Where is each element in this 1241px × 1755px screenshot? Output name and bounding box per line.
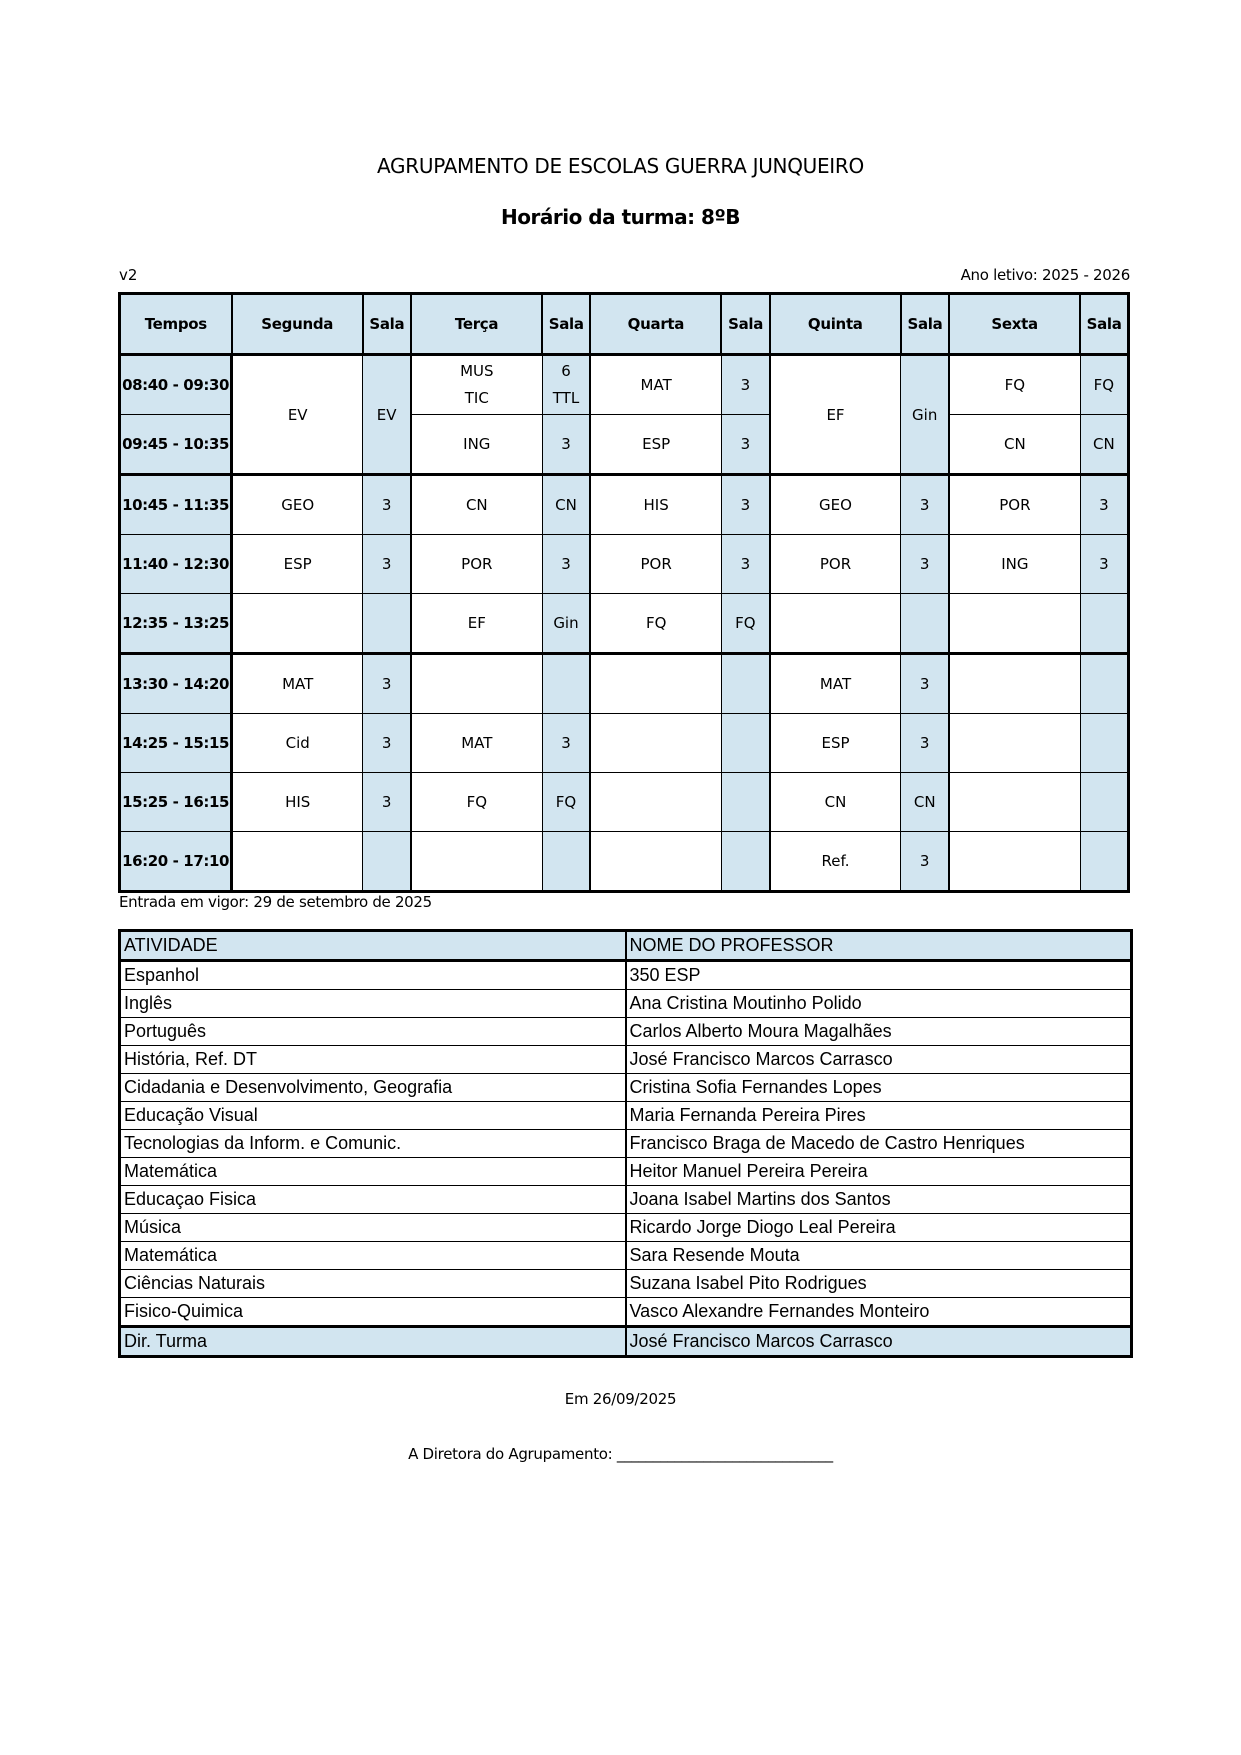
subject-cell: Cid (232, 714, 363, 773)
subject-line: TIC (464, 389, 489, 407)
schedule-header-row (120, 294, 1129, 355)
subject-line: MUS (460, 362, 494, 380)
col-header-quinta: Quinta (770, 294, 901, 355)
teacher-row (120, 1018, 1132, 1046)
room-cell: 3 (901, 832, 949, 892)
subject-cell (411, 355, 542, 415)
col-header-quarta: Quarta (590, 294, 721, 355)
school-year: Ano letivo: 2025 - 2026 (960, 266, 1130, 284)
subject-cell: ESP (770, 714, 901, 773)
schedule-row (120, 535, 1129, 594)
subject-cell: GEO (770, 475, 901, 535)
page-title: Horário da turma: 8ºB (501, 205, 740, 229)
activity-cell: Cidadania e Desenvolvimento, Geografia (120, 1074, 626, 1102)
class-schedule-table (118, 292, 1130, 893)
class-director-row (120, 1327, 1132, 1357)
subject-cell: CN (949, 415, 1080, 475)
teacher-cell: José Francisco Marcos Carrasco (626, 1327, 1132, 1357)
activity-cell: Música (120, 1214, 626, 1242)
subject-cell: ING (949, 535, 1080, 594)
subject-cell: ESP (232, 535, 363, 594)
subject-cell: EF (411, 594, 542, 654)
activity-cell: Português (120, 1018, 626, 1046)
time-slot: 08:40 - 09:30 (120, 355, 232, 415)
col-header-sala: Sala (901, 294, 949, 355)
teacher-row (120, 1130, 1132, 1158)
teacher-row (120, 1046, 1132, 1074)
teacher-row (120, 961, 1132, 990)
time-slot: 09:45 - 10:35 (120, 415, 232, 475)
room-cell: CN (1080, 415, 1128, 475)
time-slot: 10:45 - 11:35 (120, 475, 232, 535)
time-slot: 15:25 - 16:15 (120, 773, 232, 832)
room-cell (1080, 594, 1128, 654)
room-cell: 3 (363, 475, 411, 535)
teacher-cell: Vasco Alexandre Fernandes Monteiro (626, 1298, 1132, 1327)
subject-cell (949, 832, 1080, 892)
room-cell: 3 (721, 535, 769, 594)
school-name: AGRUPAMENTO DE ESCOLAS GUERRA JUNQUEIRO (377, 154, 864, 178)
time-slot: 13:30 - 14:20 (120, 654, 232, 714)
teacher-cell: Carlos Alberto Moura Magalhães (626, 1018, 1132, 1046)
room-cell: 3 (1080, 535, 1128, 594)
subject-cell: HIS (590, 475, 721, 535)
room-cell: FQ (1080, 355, 1128, 415)
subject-cell: ING (411, 415, 542, 475)
subject-cell (232, 832, 363, 892)
schedule-row (120, 714, 1129, 773)
teacher-cell: Heitor Manuel Pereira Pereira (626, 1158, 1132, 1186)
room-cell: 3 (363, 654, 411, 714)
subject-cell: GEO (232, 475, 363, 535)
teacher-cell: 350 ESP (626, 961, 1132, 990)
subject-cell: Ref. (770, 832, 901, 892)
teacher-row (120, 1158, 1132, 1186)
teacher-row (120, 1214, 1132, 1242)
room-cell (1080, 654, 1128, 714)
room-cell: 3 (1080, 475, 1128, 535)
subject-cell: MAT (770, 654, 901, 714)
room-cell: 3 (363, 773, 411, 832)
subject-cell: MAT (411, 714, 542, 773)
teacher-cell: Ana Cristina Moutinho Polido (626, 990, 1132, 1018)
room-cell (542, 832, 590, 892)
activity-cell: Espanhol (120, 961, 626, 990)
teacher-row (120, 1186, 1132, 1214)
room-cell: 3 (721, 415, 769, 475)
teacher-cell: Joana Isabel Martins dos Santos (626, 1186, 1132, 1214)
room-cell: 3 (363, 535, 411, 594)
activity-cell: Educação Visual (120, 1102, 626, 1130)
subject-cell (590, 832, 721, 892)
room-cell: 3 (901, 654, 949, 714)
subject-cell: CN (770, 773, 901, 832)
activity-cell: Tecnologias da Inform. e Comunic. (120, 1130, 626, 1158)
activity-cell: Educaçao Fisica (120, 1186, 626, 1214)
version-label: v2 (119, 266, 138, 284)
time-slot: 11:40 - 12:30 (120, 535, 232, 594)
col-header-tempos: Tempos (120, 294, 232, 355)
subject-cell: CN (411, 475, 542, 535)
room-cell: 3 (542, 535, 590, 594)
subject-cell: EF (770, 355, 901, 475)
subject-cell (411, 654, 542, 714)
activity-cell: Dir. Turma (120, 1327, 626, 1357)
room-cell: 3 (901, 714, 949, 773)
subject-cell: POR (411, 535, 542, 594)
subject-cell (949, 773, 1080, 832)
time-slot: 12:35 - 13:25 (120, 594, 232, 654)
subject-cell (590, 714, 721, 773)
teacher-cell: Suzana Isabel Pito Rodrigues (626, 1270, 1132, 1298)
effective-date: Entrada em vigor: 29 de setembro de 2025 (119, 893, 432, 911)
subject-cell (411, 832, 542, 892)
room-cell: EV (363, 355, 411, 475)
teacher-row (120, 1298, 1132, 1327)
room-cell (542, 355, 590, 415)
teacher-cell: José Francisco Marcos Carrasco (626, 1046, 1132, 1074)
subject-cell: EV (232, 355, 363, 475)
subject-cell (949, 654, 1080, 714)
teacher-row (120, 1242, 1132, 1270)
room-cell (721, 654, 769, 714)
room-cell: 3 (721, 475, 769, 535)
activity-cell: História, Ref. DT (120, 1046, 626, 1074)
subject-cell: POR (949, 475, 1080, 535)
schedule-row (120, 475, 1129, 535)
room-cell (1080, 773, 1128, 832)
col-header-sala: Sala (1080, 294, 1128, 355)
room-cell (721, 773, 769, 832)
subject-cell: FQ (590, 594, 721, 654)
room-cell: Gin (542, 594, 590, 654)
room-cell: 3 (721, 355, 769, 415)
subject-cell: FQ (949, 355, 1080, 415)
issue-date: Em 26/09/2025 (564, 1390, 677, 1408)
time-slot: 16:20 - 17:10 (120, 832, 232, 892)
col-header-teacher: NOME DO PROFESSOR (626, 931, 1132, 961)
room-cell: 3 (542, 415, 590, 475)
subject-cell (590, 773, 721, 832)
col-header-sexta: Sexta (949, 294, 1080, 355)
subject-cell (590, 654, 721, 714)
room-cell: Gin (901, 355, 949, 475)
room-cell (721, 714, 769, 773)
room-cell (363, 832, 411, 892)
room-cell (1080, 832, 1128, 892)
col-header-sala: Sala (542, 294, 590, 355)
room-cell (1080, 714, 1128, 773)
subject-cell (770, 594, 901, 654)
activity-cell: Matemática (120, 1158, 626, 1186)
teacher-row (120, 990, 1132, 1018)
time-slot: 14:25 - 15:15 (120, 714, 232, 773)
schedule-row (120, 594, 1129, 654)
schedule-row (120, 654, 1129, 714)
col-header-terca: Terça (411, 294, 542, 355)
col-header-activity: ATIVIDADE (120, 931, 626, 961)
subject-cell: MAT (590, 355, 721, 415)
teacher-row (120, 1270, 1132, 1298)
subject-cell: ESP (590, 415, 721, 475)
room-line: 6 (561, 362, 571, 380)
teacher-cell: Ricardo Jorge Diogo Leal Pereira (626, 1214, 1132, 1242)
col-header-sala: Sala (721, 294, 769, 355)
room-cell: 3 (363, 714, 411, 773)
subject-cell: POR (770, 535, 901, 594)
room-cell (901, 594, 949, 654)
room-cell: 3 (901, 535, 949, 594)
room-cell: CN (542, 475, 590, 535)
subject-cell: POR (590, 535, 721, 594)
room-line: TTL (552, 389, 580, 407)
subject-cell: HIS (232, 773, 363, 832)
director-signature-line: A Diretora do Agrupamento: ______________________________ (408, 1445, 833, 1463)
room-cell (542, 654, 590, 714)
teacher-cell: Cristina Sofia Fernandes Lopes (626, 1074, 1132, 1102)
activity-cell: Fisico-Quimica (120, 1298, 626, 1327)
teacher-cell: Maria Fernanda Pereira Pires (626, 1102, 1132, 1130)
schedule-row (120, 832, 1129, 892)
teachers-header-row (120, 931, 1132, 961)
teachers-table (118, 929, 1133, 1358)
schedule-row (120, 773, 1129, 832)
subject-cell (232, 594, 363, 654)
room-cell: FQ (721, 594, 769, 654)
col-header-sala: Sala (363, 294, 411, 355)
subject-cell: FQ (411, 773, 542, 832)
activity-cell: Inglês (120, 990, 626, 1018)
room-cell: FQ (542, 773, 590, 832)
room-cell: CN (901, 773, 949, 832)
activity-cell: Ciências Naturais (120, 1270, 626, 1298)
room-cell: 3 (901, 475, 949, 535)
room-cell: 3 (542, 714, 590, 773)
subject-cell (949, 714, 1080, 773)
teacher-cell: Sara Resende Mouta (626, 1242, 1132, 1270)
col-header-segunda: Segunda (232, 294, 363, 355)
teacher-row (120, 1074, 1132, 1102)
room-cell (721, 832, 769, 892)
subject-cell: MAT (232, 654, 363, 714)
teacher-row (120, 1102, 1132, 1130)
subject-cell (949, 594, 1080, 654)
activity-cell: Matemática (120, 1242, 626, 1270)
teacher-cell: Francisco Braga de Macedo de Castro Henriques (626, 1130, 1132, 1158)
schedule-row (120, 355, 1129, 415)
room-cell (363, 594, 411, 654)
